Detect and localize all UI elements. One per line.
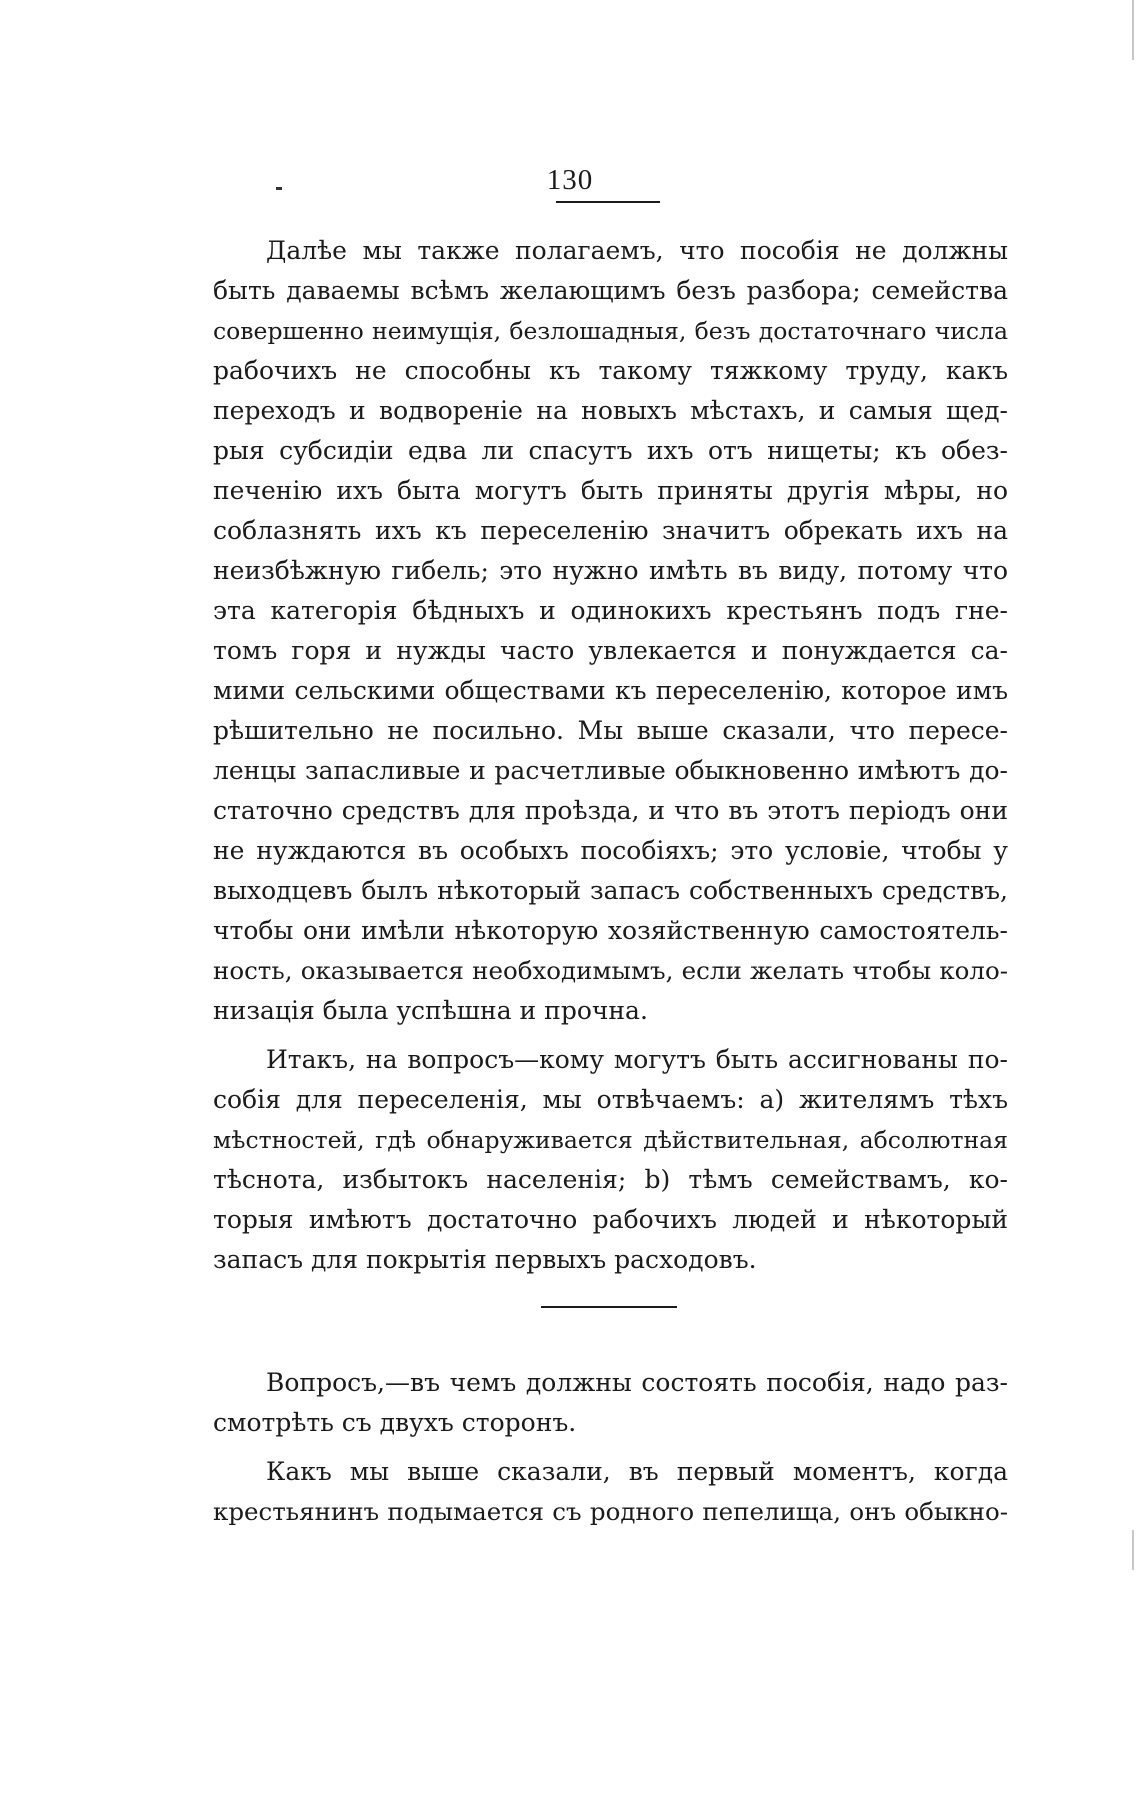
- paragraph-line: Далѣе мы также полагаемъ, что пособія не должны: [266, 236, 1008, 265]
- paragraph-line: рабочихъ не способны къ такому тяжкому труду, какъ: [213, 356, 1008, 385]
- paragraph-line: не нуждаются въ особыхъ пособіяхъ; это условіе, чтобы у: [213, 836, 1008, 865]
- paragraph-line: выходцевъ былъ нѣкоторый запасъ собственныхъ средствъ,: [213, 876, 1008, 905]
- page-number: 130: [546, 164, 594, 196]
- paragraph-line: Вопросъ,—въ чемъ должны состоять пособія, надо раз-: [266, 1368, 1008, 1397]
- paragraph-line: ленцы запасливые и расчетливые обыкновенно имѣютъ до-: [213, 756, 1008, 785]
- paragraph-line: рыя субсидіи едва ли спасутъ ихъ отъ нищеты; къ обез-: [213, 436, 1008, 465]
- paragraph-line: смотрѣть съ двухъ сторонъ.: [213, 1408, 577, 1437]
- paragraph-line: томъ горя и нужды часто увлекается и понуждается са-: [213, 636, 1008, 665]
- scan-edge-mark: [1132, 0, 1134, 60]
- paragraph-line: ность, оказывается необходимымъ, если желать чтобы коло-: [213, 956, 1008, 985]
- paragraph-line: низація была успѣшна и прочна.: [213, 996, 648, 1025]
- scan-edge-mark: [1132, 1530, 1134, 1570]
- paragraph-line: мѣстностей, гдѣ обнаруживается дѣйствительная, абсолютная: [213, 1126, 1008, 1154]
- paragraph-line: совершенно неимущія, безлошадныя, безъ достаточнаго числа: [213, 317, 1008, 345]
- paragraph-line: мими сельскими обществами къ переселенію, которое имъ: [213, 676, 1008, 705]
- paragraph-line: печенію ихъ быта могутъ быть приняты другія мѣры, но: [213, 476, 1008, 505]
- paragraph-line: крестьянинъ подымается съ родного пепелища, онъ обыкно-: [213, 1497, 1008, 1526]
- section-divider: [541, 1306, 677, 1308]
- paragraph-line: переходъ и водвореніе на новыхъ мѣстахъ, и самыя щед-: [213, 396, 1008, 425]
- paragraph-line: запасъ для покрытія первыхъ расходовъ.: [213, 1245, 757, 1274]
- paragraph-line: торыя имѣютъ достаточно рабочихъ людей и нѣкоторый: [213, 1205, 1008, 1234]
- paragraph-line: Какъ мы выше сказали, въ первый моментъ, когда: [266, 1457, 1008, 1486]
- paragraph-line: эта категорія бѣдныхъ и одинокихъ крестьянъ подъ гне-: [213, 596, 1008, 625]
- paragraph-line: соблазнять ихъ къ переселенію значитъ обрекать ихъ на: [213, 516, 1008, 545]
- header-rule: [556, 201, 660, 203]
- paragraph-line: Итакъ, на вопросъ—кому могутъ быть ассигнованы по-: [266, 1045, 1008, 1074]
- paragraph-line: неизбѣжную гибель; это нужно имѣть въ виду, потому что: [213, 556, 1008, 585]
- paragraph-line: статочно средствъ для проѣзда, и что въ этотъ періодъ они: [213, 796, 1008, 825]
- paragraph-line: рѣшительно не посильно. Мы выше сказали, что пересе-: [213, 716, 1008, 745]
- paragraph-line: чтобы они имѣли нѣкоторую хозяйственную самостоятель-: [213, 916, 1008, 945]
- paragraph-line: тѣснота, избытокъ населенія; b) тѣмъ семействамъ, ко-: [213, 1165, 1008, 1194]
- paragraph-line: собія для переселенія, мы отвѣчаемъ: a) жителямъ тѣхъ: [213, 1085, 1008, 1114]
- paragraph-line: быть даваемы всѣмъ желающимъ безъ разбора; семейства: [213, 276, 1008, 305]
